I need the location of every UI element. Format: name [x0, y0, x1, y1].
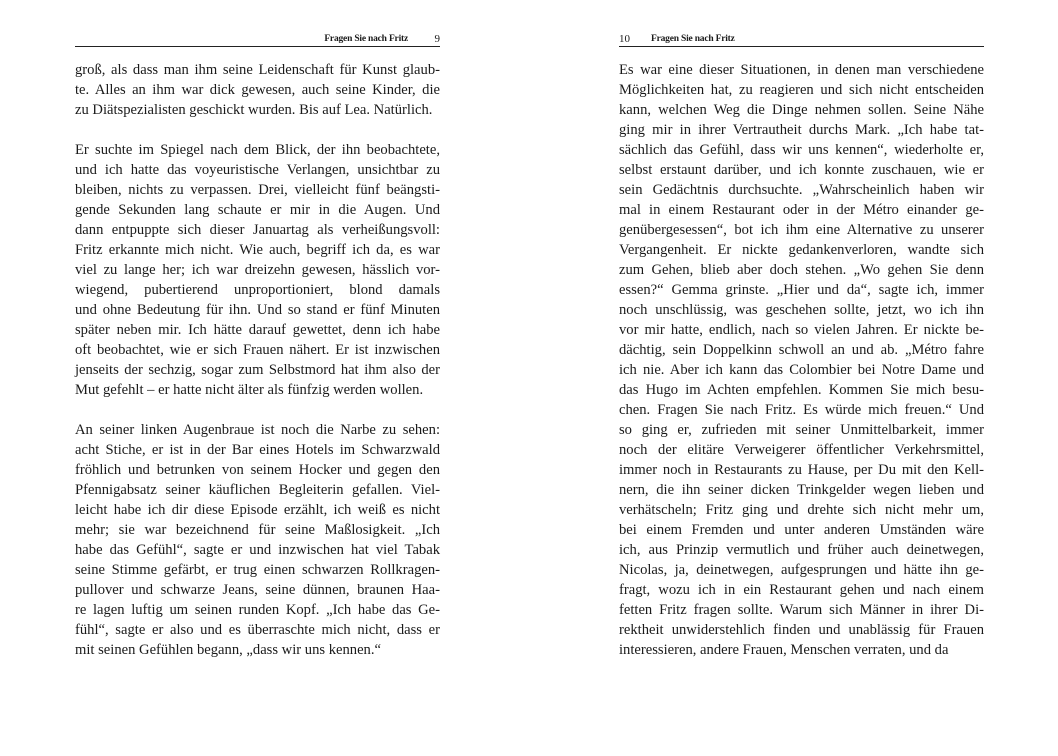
- text-line: te. Alles an ihm war dick gewesen, auch seine Kinder, die: [75, 82, 440, 98]
- right-page: [619, 0, 984, 756]
- text-line: dann entpuppte sich dieser Januartag als verheißungsvoll:: [75, 222, 440, 238]
- paragraph: [75, 420, 440, 660]
- left-page-number: 9: [434, 33, 440, 45]
- left-running-header: [75, 32, 440, 47]
- text-line: acht Stiche, er ist in der Bar eines Hotels im Schwarzwald: [75, 442, 440, 458]
- text-line: bei einem Fremden und unter anderen Umständen wäre: [619, 522, 984, 538]
- text-line: und ohne Bedeutung für ihn. Und so stand er fünf Minuten: [75, 302, 440, 318]
- text-line: gende Sekunden lang schaute er mir in die Augen. Und: [75, 202, 440, 218]
- text-line: essen?“ Gemma grinste. „Hier und da“, sagte ich, immer: [619, 282, 984, 298]
- text-line: fragt, wozu ich in ein Restaurant gehen und nach einem: [619, 582, 984, 598]
- text-line: ich, aus Prinzip vermutlich und früher auch deinetwegen,: [619, 542, 984, 558]
- text-line: fühl“, sagte er also und es überraschte mich nicht, dass er: [75, 622, 440, 638]
- text-line: dächtig, sein Doppelkinn schwoll an und ab. „Métro fahre: [619, 342, 984, 358]
- paragraph: [75, 60, 440, 120]
- text-line: Es war eine dieser Situationen, in denen man verschiedene: [619, 62, 984, 78]
- text-line: seine Stimme gefärbt, er trug einen schwarzen Rollkragen-: [75, 562, 440, 578]
- text-line: mit seinen Gefühlen begann, „dass wir uns kennen.“: [75, 642, 381, 658]
- text-line: sein Gedächtnis durchsuchte. „Wahrscheinlich haben wir: [619, 182, 984, 198]
- text-line: ging mir in ihrer Vertrautheit durchs Mark. „Ich habe tat-: [619, 122, 984, 138]
- text-line: habe das Gefühl“, sagte er und inzwischen hat viel Tabak: [75, 542, 440, 558]
- text-line: An seiner linken Augenbraue ist noch die Narbe zu sehen:: [75, 422, 440, 438]
- text-line: Pfennigabsatz seiner käuflichen Begleiterin gefallen. Viel-: [75, 482, 440, 498]
- right-running-header: [619, 32, 984, 47]
- text-line: selbst erstaunt darüber, und ich konnte zuschauen, wie er: [619, 162, 984, 178]
- text-line: Er suchte im Spiegel nach dem Blick, der ihn beobachtete,: [75, 142, 440, 158]
- text-line: Vergangenheit. Er nickte gedankenverloren, wandte sich: [619, 242, 984, 258]
- right-page-body: [619, 60, 984, 660]
- text-line: leicht habe ich dir diese Episode erzählt, ich weiß es nicht: [75, 502, 440, 518]
- text-line: zu Diätspezialisten geschickt wurden. Bis auf Lea. Natürlich.: [75, 102, 433, 118]
- text-line: kann, welchen Weg die Dinge nehmen sollen. Seine Nähe: [619, 102, 984, 118]
- text-line: immer noch in Restaurants zu Hause, per Du mit den Kell-: [619, 462, 984, 478]
- text-line: interessieren, andere Frauen, Menschen verraten, und da: [619, 642, 949, 658]
- left-header-title: Fragen Sie nach Fritz: [324, 34, 408, 44]
- text-line: mal in einem Restaurant oder in der Métro einander ge-: [619, 202, 984, 218]
- text-line: bleiben, nichts zu verpassen. Drei, vielleicht fünf beängsti-: [75, 182, 440, 198]
- left-page-body: [75, 60, 440, 660]
- text-line: oft beobachtet, wie er sich Frauen nähert. Er ist inzwischen: [75, 342, 440, 358]
- text-line: viel zu lange her; ich war dreizehn gewesen, hässlich vor-: [75, 262, 440, 278]
- text-line: das Hugo im Achten empfehlen. Kommen Sie mich besu-: [619, 382, 984, 398]
- text-line: noch unschlüssig, was geschehen sollte, jetzt, wo ich ihn: [619, 302, 984, 318]
- text-line: und ich hatte das voyeuristische Verlangen, unsichtbar zu: [75, 162, 440, 178]
- text-line: mehr; sie war bezeichnend für seine Maßlosigkeit. „Ich: [75, 522, 440, 538]
- text-line: sächlich das Gefühl, dass wir uns kennen“, wiederholte er,: [619, 142, 984, 158]
- right-page-number: 10: [619, 33, 630, 45]
- text-line: genübergesessen“, bot ich ihm eine Alternative zu unserer: [619, 222, 984, 238]
- paragraph: [75, 140, 440, 400]
- text-line: re lagen luftig um seinen runden Kopf. „Ich habe das Ge-: [75, 602, 440, 618]
- text-line: groß, als dass man ihm seine Leidenschaft für Kunst glaub-: [75, 62, 440, 78]
- text-line: verhätscheln; Fritz ging und drehte sich nicht mehr um,: [619, 502, 984, 518]
- text-line: zum Gehen, blieb aber doch stehen. „Wo gehen Sie denn: [619, 262, 984, 278]
- right-header-title: Fragen Sie nach Fritz: [651, 34, 735, 44]
- text-line: später neben mir. Ich hätte darauf gewettet, denn ich habe: [75, 322, 440, 338]
- text-line: vor mir hatte, endlich, nach so vielen Jahren. Er nickte be-: [619, 322, 984, 338]
- text-line: so ging er, zufrieden mit seiner Unmittelbarkeit, immer: [619, 422, 984, 438]
- text-line: pullover und schwarze Jeans, seine dünnen, braunen Haa-: [75, 582, 440, 598]
- text-line: wiegend, pubertierend unproportioniert, blond damals: [75, 282, 440, 298]
- text-line: fröhlich und betrunken von seinem Hocker und gegen den: [75, 462, 440, 478]
- text-line: noch der elitäre Verweigerer öffentlicher Verkehrsmittel,: [619, 442, 984, 458]
- left-page: [75, 0, 440, 756]
- paragraph-gap: [75, 400, 440, 420]
- paragraph: [619, 60, 984, 660]
- text-line: Möglichkeiten hat, zu reagieren und sich nicht entscheiden: [619, 82, 984, 98]
- text-line: Nicolas, ja, deinetwegen, aufgesprungen und hätte ihn ge-: [619, 562, 984, 578]
- text-line: chen. Fragen Sie nach Fritz. Es würde mich freuen.“ Und: [619, 402, 984, 418]
- paragraph-gap: [75, 120, 440, 140]
- text-line: rektheit unwiderstehlich finden und unablässig für Frauen: [619, 622, 984, 638]
- text-line: Mut gefehlt – er hatte nicht älter als fünfzig werden wollen.: [75, 382, 424, 398]
- text-line: fetten Fritz fragen sollte. Warum sich Männer in ihrer Di-: [619, 602, 984, 618]
- text-line: jenseits der sechzig, sogar zum Selbstmord hat ihm also der: [75, 362, 440, 378]
- text-line: Fritz erkannte mich nicht. Wie auch, begriff ich da, es war: [75, 242, 440, 258]
- text-line: ich nie. Aber ich kann das Colombier bei Notre Dame und: [619, 362, 984, 378]
- text-line: nern, die ihn seiner dicken Trinkgelder wegen lieben und: [619, 482, 984, 498]
